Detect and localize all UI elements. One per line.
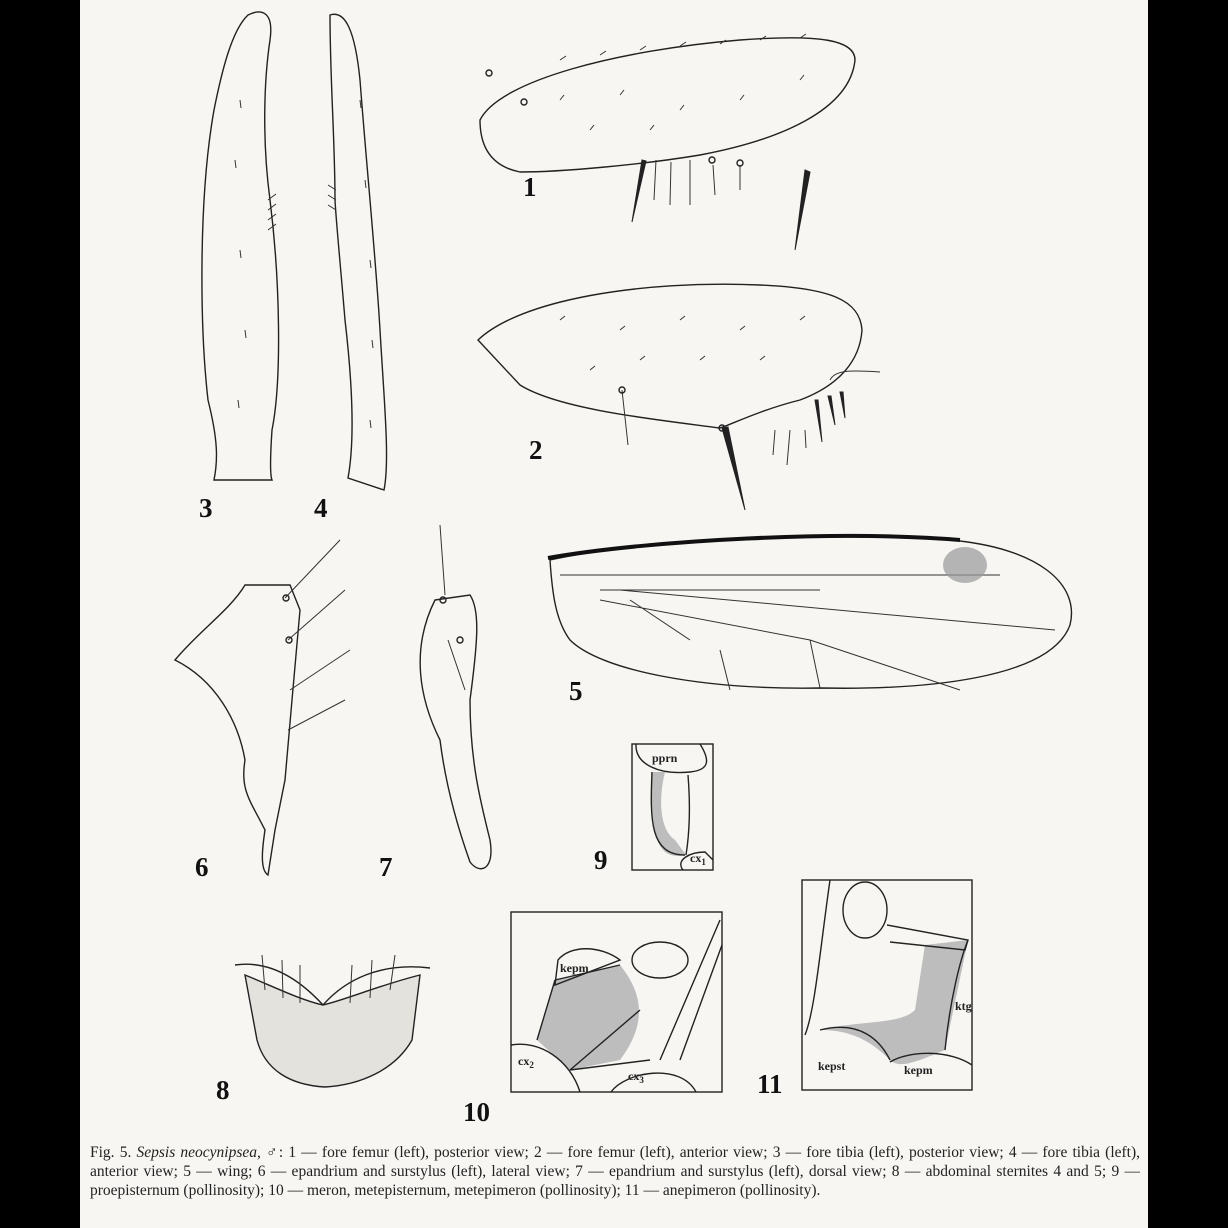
fig2-fore-femur-anterior	[478, 284, 880, 510]
fig5-wing	[548, 536, 1072, 706]
fig11-anepimeron	[757, 880, 972, 1099]
fig6-epandrium-lateral	[175, 540, 350, 882]
figure-caption	[90, 1143, 1140, 1200]
panel-label-5: 5	[569, 676, 583, 706]
fig9-proepisternum	[594, 744, 713, 875]
label-kepm: kepm	[560, 961, 589, 975]
panel-label-9: 9	[594, 845, 608, 875]
panel-label-3: 3	[199, 493, 213, 523]
panel-label-7: 7	[379, 852, 393, 882]
label-cx1: $cx_1$	[690, 851, 706, 867]
panel-label-4: 4	[314, 493, 328, 523]
caption-species: Sepsis neocynipsea,	[136, 1144, 261, 1161]
panel-label-10: 10	[463, 1097, 490, 1127]
label-ktg: ktg	[955, 999, 972, 1013]
panel-label-11: 11	[757, 1069, 783, 1099]
fig3-fore-tibia-posterior	[199, 12, 279, 523]
panel-label-6: 6	[195, 852, 209, 882]
label-pprn: pprn	[652, 751, 678, 765]
fig8-abdominal-sternites	[216, 955, 430, 1105]
fig4-fore-tibia-anterior	[314, 14, 387, 523]
fig7-epandrium-dorsal	[379, 525, 491, 882]
panel-label-8: 8	[216, 1075, 230, 1105]
fig1-fore-femur-posterior	[480, 34, 855, 250]
caption-text: ♂: 1 — fore femur (left), posterior view; 2 — fore femur (left), anterior view; 3 — fore tibia (left), posterior view; 4 — fore tibia (left), anterior view; 5 — wing; 6 — epandrium and surstylus (left), lateral view; 7 — epandrium and surstylus (left), dorsal view; 8 — abdominal sternites 4 and 5; 9 — proepisternum (pollinosity); 10 — meron, metepisternum, metepimeron (pollinosity); 11 — anepimeron (pollinosity).	[90, 1144, 1141, 1199]
caption-fig-number: Fig. 5.	[90, 1144, 132, 1161]
panel-label-2: 2	[529, 435, 543, 465]
label-kepst: kepst	[818, 1059, 846, 1073]
label-cx2: $cx_2$	[518, 1054, 534, 1070]
panel-label-1: 1	[523, 172, 537, 202]
fig10-meron-metepisternum	[463, 912, 722, 1127]
label-kepm-11: kepm	[904, 1063, 933, 1077]
label-cx3: $cx_3$	[628, 1069, 644, 1085]
